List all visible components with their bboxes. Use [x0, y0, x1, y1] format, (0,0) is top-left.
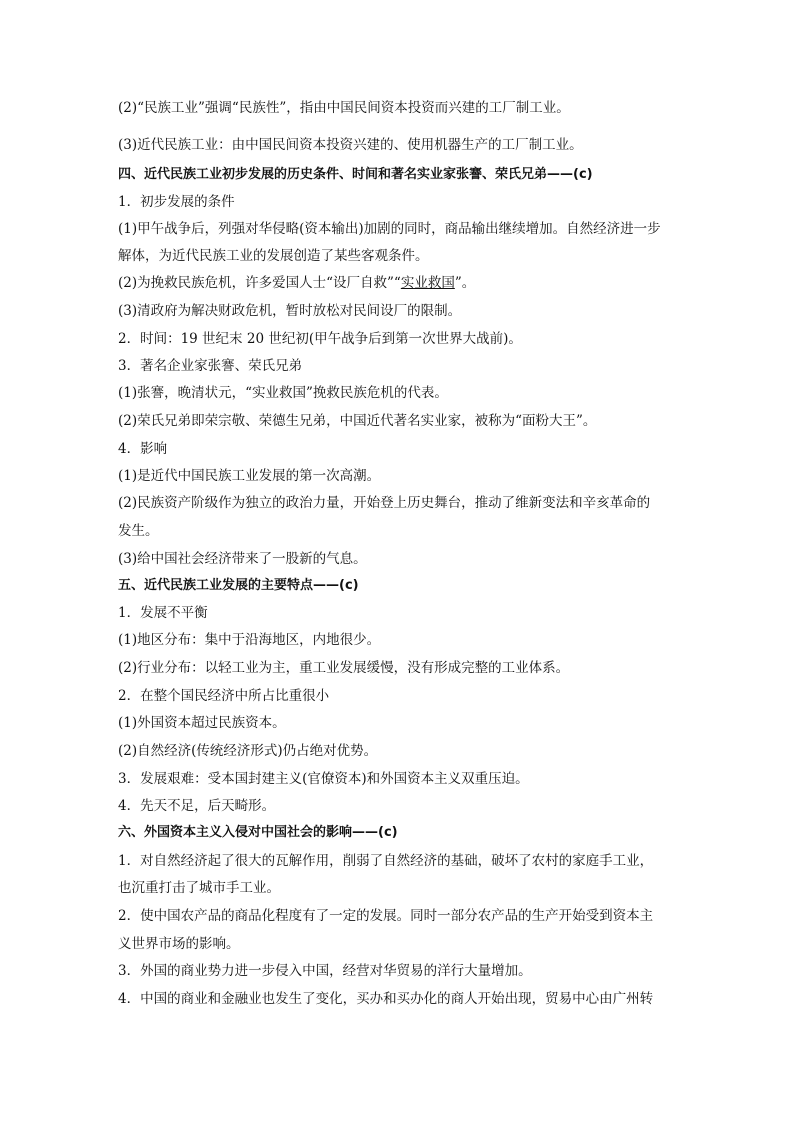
text-line: 解体，为近代民族工业的发展创造了某些客观条件。	[118, 248, 429, 264]
text-line: 义世界市场的影响。	[118, 936, 240, 952]
section-heading: 四、近代民族工业初步发展的历史条件、时间和著名实业家张謇、荣氏兄弟——(c)	[118, 167, 593, 182]
text-line: 3．外国的商业势力进一步侵入中国，经营对华贸易的洋行大量增加。	[118, 963, 532, 979]
text-line: (2)民族资产阶级作为独立的政治力量，开始登上历史舞台，推动了维新变法和辛亥革命的	[118, 495, 651, 511]
text-span: (2)为挽救民族危机，许多爱国人士“设厂自救”“	[118, 275, 401, 291]
text-line: 发生。	[118, 523, 159, 539]
text-line: (1)外国资本超过民族资本。	[118, 715, 286, 731]
text-line: 1．对自然经济起了很大的瓦解作用，削弱了自然经济的基础，破坏了农村的家庭手工业，	[118, 853, 654, 869]
text-line: 3．发展艰难：受本国封建主义(官僚资本)和外国资本主义双重压迫。	[118, 771, 529, 787]
text-line: (1)甲午战争后，列强对华侵略(资本输出)加剧的同时，商品输出继续增加。自然经济进一步	[118, 221, 661, 237]
section-heading: 六、外国资本主义入侵对中国社会的影响——(c)	[118, 825, 398, 840]
text-line: 2．时间：19 世纪末 20 世纪初(甲午战争后到第一次世界大战前)。	[118, 331, 522, 347]
text-line: 3．著名企业家张謇、荣氏兄弟	[118, 358, 303, 374]
text-line: (2)荣氏兄弟即荣宗敬、荣德生兄弟，中国近代著名实业家，被称为“面粉大王”。	[118, 413, 597, 429]
text-line: 也沉重打击了城市手工业。	[118, 880, 280, 896]
text-line: (3)清政府为解决财政危机，暂时放松对民间设厂的限制。	[118, 303, 462, 319]
text-line: (1)地区分布：集中于沿海地区，内地很少。	[118, 632, 381, 648]
text-line: (2)自然经济(传统经济形式)仍占绝对优势。	[118, 743, 378, 759]
text-line: 4．影响	[118, 441, 168, 457]
section-heading: 五、近代民族工业发展的主要特点——(c)	[118, 578, 359, 593]
text-line: 2．使中国农产品的商品化程度有了一定的发展。同时一部分农产品的生产开始受到资本主	[118, 908, 654, 924]
text-span: ”。	[454, 275, 476, 291]
text-line: (1)张謇，晚清状元，“实业救国”挽救民族危机的代表。	[118, 385, 448, 401]
text-line: 4．先天不足，后天畸形。	[118, 798, 276, 814]
text-line: 4．中国的商业和金融业也发生了变化，买办和买办化的商人开始出现，贸易中心由广州转	[118, 991, 654, 1007]
text-line: 1．发展不平衡	[118, 605, 208, 621]
text-line: (3)给中国社会经济带来了一股新的气息。	[118, 551, 367, 567]
underlined-text: 实业救国	[400, 275, 455, 291]
text-line: 1．初步发展的条件	[118, 194, 235, 210]
text-line	[118, 273, 475, 293]
text-line: (1)是近代中国民族工业发展的第一次高潮。	[118, 468, 381, 484]
text-line: (2)行业分布：以轻工业为主，重工业发展缓慢，没有形成完整的工业体系。	[118, 660, 570, 676]
text-line: (2)“民族工业”强调“民族性”，指由中国民间资本投资而兴建的工厂制工业。	[118, 100, 570, 116]
text-line: (3)近代民族工业：由中国民间资本投资兴建的、使用机器生产的工厂制工业。	[118, 137, 583, 153]
text-line: 2．在整个国民经济中所占比重很小	[118, 688, 330, 704]
